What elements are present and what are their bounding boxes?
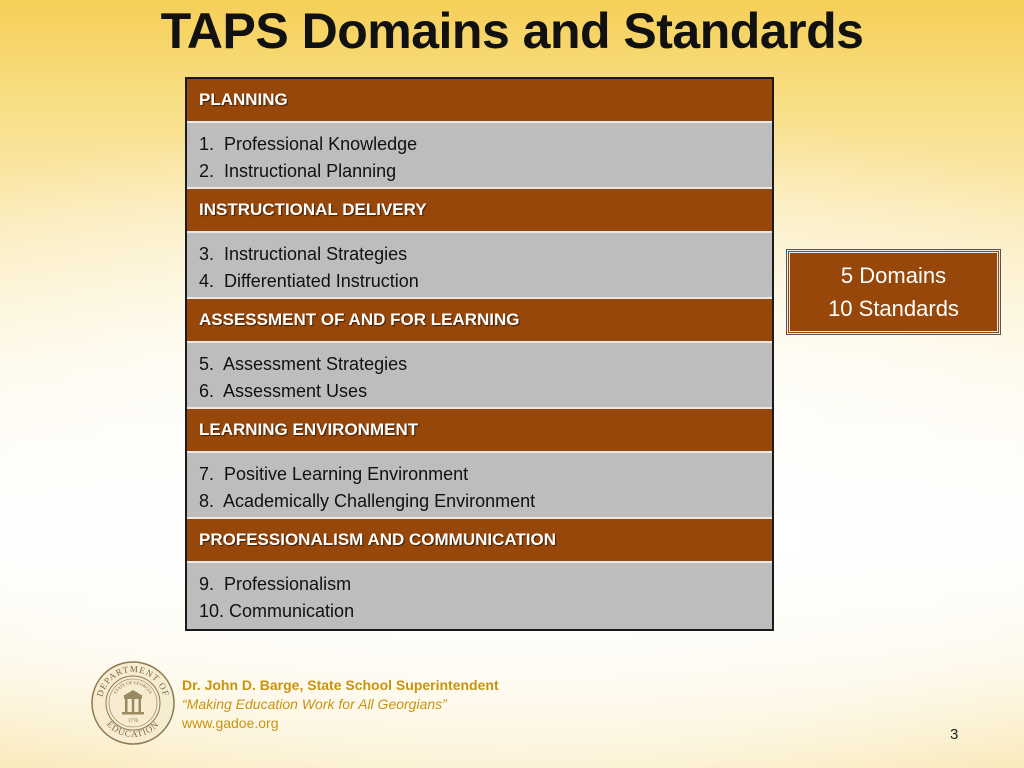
standard-item: 10. Communication [199,601,355,621]
domain-header: PROFESSIONALISM AND COMMUNICATION [187,519,772,563]
domain-header: INSTRUCTIONAL DELIVERY [187,189,772,233]
footer-url-link[interactable]: www.gadoe.org [182,715,279,731]
standards-cell [187,563,772,629]
standard-item: 9. Professionalism [199,574,352,594]
standard-item: 3. Instructional Strategies [199,244,408,264]
summary-standards: 10 Standards [828,296,959,321]
standard-item: 8. Academically Challenging Environment [199,491,536,511]
standard-item: 5. Assessment Strategies [199,354,408,374]
standards-cell [187,123,772,189]
domain-header: PLANNING [187,79,772,123]
summary-domains: 5 Domains [840,263,947,288]
standard-item: 1. Professional Knowledge [199,134,418,154]
standard-item: 4. Differentiated Instruction [199,271,419,291]
seal-top-text: DEPARTMENT OF [94,663,172,698]
seal-year: 1776 [128,719,138,724]
standards-cell [187,343,772,409]
standard-item: 7. Positive Learning Environment [199,464,469,484]
superintendent-name: Dr. John D. Barge, State School Superintendent [182,677,499,693]
seal-bottom-text: EDUCATION [105,718,162,740]
seal-inner-text: STATE OF GEORGIA [112,679,154,695]
georgia-doe-seal-icon [90,660,176,746]
summary-box [787,250,1000,334]
standard-item: 2. Instructional Planning [199,161,397,181]
slide-title: TAPS Domains and Standards [160,3,864,59]
standard-item: 6. Assessment Uses [199,381,368,401]
domain-header: ASSESSMENT OF AND FOR LEARNING [187,299,772,343]
domain-header: LEARNING ENVIRONMENT [187,409,772,453]
standards-cell [187,233,772,299]
domains-table [185,77,774,631]
page-number: 3 [950,726,959,743]
standards-cell [187,453,772,519]
footer-info [182,676,499,733]
footer-motto: “Making Education Work for All Georgians” [182,696,447,712]
